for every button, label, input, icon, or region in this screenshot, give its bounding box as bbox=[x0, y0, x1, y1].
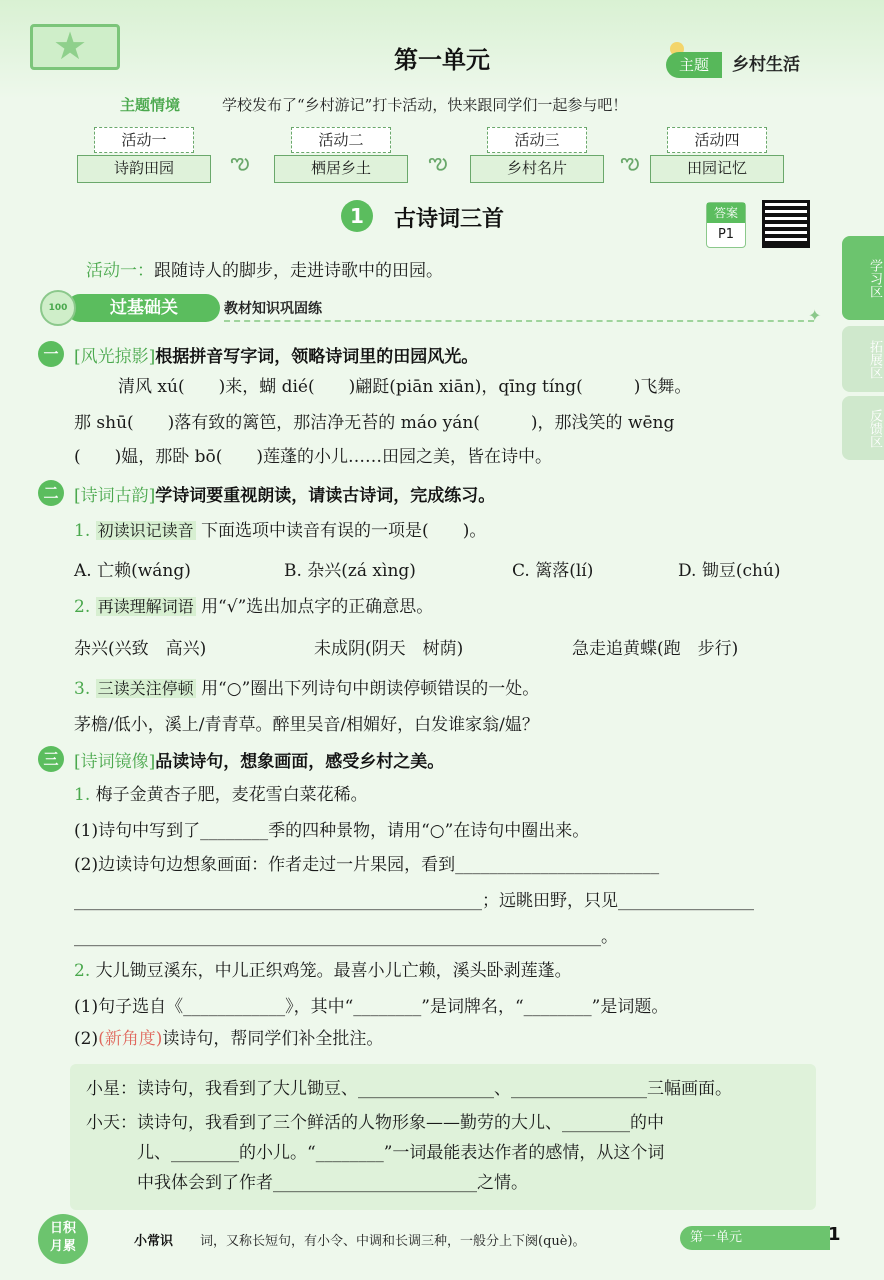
basic-title: 过基础关 bbox=[66, 294, 220, 322]
question-text: 用“√”选出加点字的正确意思。 bbox=[201, 597, 434, 617]
new-angle-tag: (新角度) bbox=[98, 1029, 163, 1049]
question-number: 1. bbox=[74, 521, 91, 541]
activity-sub: 诗韵田园 bbox=[77, 155, 211, 183]
side-tab-study[interactable]: 学习区 bbox=[842, 236, 884, 320]
section-3-icon: 三 bbox=[38, 746, 64, 772]
activity-sub: 田园记忆 bbox=[650, 155, 784, 183]
question-number: 2. bbox=[74, 961, 91, 981]
section-tag: [风光掠影] bbox=[74, 347, 156, 367]
question-number: 3. bbox=[74, 679, 91, 699]
tip-label: 小常识 bbox=[134, 1234, 174, 1249]
activity1-text: 跟随诗人的脚步，走进诗歌中的田园。 bbox=[154, 261, 443, 281]
note-line-3[interactable]: 儿、________的小儿。“________”一词最能表达作者的感情，从这个词 bbox=[86, 1143, 665, 1163]
poem-2-q2 bbox=[74, 1026, 383, 1052]
question-2-2 bbox=[74, 594, 433, 620]
activity-name: 活动二 bbox=[291, 127, 391, 153]
tip-text: 词，又称长短句，有小令、中调和长调三种，一般分上下阕(què)。 bbox=[200, 1234, 586, 1249]
pinyin-line-3: ( )媪，那卧 bō( )莲蓬的小儿……田园之美，皆在诗中。 bbox=[74, 447, 553, 467]
theme-tag: 主题 bbox=[666, 52, 722, 78]
meaning-item-3[interactable]: 急走追黄蝶(跑 步行) bbox=[572, 639, 739, 659]
side-tab-extend[interactable]: 拓展区 bbox=[842, 326, 884, 392]
lesson-number-badge: 1 bbox=[341, 200, 373, 232]
page-number: 1 bbox=[828, 1224, 841, 1245]
poem-1-q2-b[interactable]: ________________________________________________；远眺田野，只见________________ bbox=[74, 891, 754, 911]
unit-title: 第一单元 bbox=[394, 46, 490, 74]
question-tag: 三读关注停顿 bbox=[97, 679, 194, 698]
section-2-icon: 二 bbox=[38, 480, 64, 506]
star-logo-icon: ★ bbox=[52, 24, 88, 68]
activity1-intro bbox=[86, 256, 443, 281]
badge-line-2: 月累 bbox=[49, 1239, 76, 1254]
activity-card-2 bbox=[274, 127, 408, 183]
section-title: 品读诗句，想象画面，感受乡村之美。 bbox=[155, 752, 445, 772]
question-number: 1. bbox=[74, 785, 91, 805]
option-d[interactable]: D. 锄豆(chú) bbox=[678, 561, 781, 581]
activity-name: 活动四 bbox=[667, 127, 767, 153]
footer-unit: 第一单元 bbox=[680, 1226, 830, 1250]
activity-card-1 bbox=[77, 127, 211, 183]
question-2-1 bbox=[74, 518, 486, 544]
activity-card-3 bbox=[470, 127, 604, 183]
poem-2-q1[interactable]: (1)句子选自《____________》，其中“________”是词牌名，“________”是词题。 bbox=[74, 997, 669, 1017]
question-tag: 再读理解词语 bbox=[97, 597, 194, 616]
question-number: 2. bbox=[74, 597, 91, 617]
poem-text: 大儿锄豆溪东，中儿正织鸡笼。最喜小儿亡赖，溪头卧剥莲蓬。 bbox=[95, 961, 572, 981]
poem-pause-line[interactable]: 茅檐/低小，溪上/青青草。醉里吴音/相媚好，白发谁家翁/媪？ bbox=[74, 715, 539, 735]
poem-2 bbox=[74, 958, 572, 984]
activity-card-4 bbox=[650, 127, 784, 183]
question-text: 用“○”圈出下列诗句中朗读停顿错误的一处。 bbox=[201, 679, 540, 699]
theme-name: 乡村生活 bbox=[732, 55, 800, 75]
context-label: 主题情境 bbox=[120, 96, 181, 114]
daily-badge bbox=[38, 1214, 88, 1264]
question-text: 读诗句，帮同学们补全批注。 bbox=[162, 1029, 384, 1049]
cloud-swirl-icon: ఌ bbox=[428, 150, 448, 175]
basic-subtitle: 教材知识巩固练 bbox=[224, 301, 322, 317]
cloud-swirl-icon: ఌ bbox=[620, 150, 640, 175]
basic-section-bar bbox=[40, 294, 830, 325]
meaning-item-2[interactable]: 未成阴(阴天 树荫) bbox=[314, 639, 464, 659]
section-1-icon: 一 bbox=[38, 341, 64, 367]
footer bbox=[0, 1212, 884, 1280]
activity-name: 活动一 bbox=[94, 127, 194, 153]
pinyin-line-2: 那 shū( )落有致的篱笆，那洁净无苔的 máo yán( )，那浅笑的 wēng bbox=[74, 413, 675, 433]
option-c[interactable]: C. 篱落(lí) bbox=[512, 561, 594, 581]
section-title: 根据拼音写字词，领略诗词里的田园风光。 bbox=[155, 347, 479, 367]
note-line-4[interactable]: 中我体会到了作者________________________之情。 bbox=[86, 1173, 528, 1193]
section-1-heading bbox=[74, 342, 478, 367]
meaning-item-1[interactable]: 杂兴(兴致 高兴) bbox=[74, 639, 207, 659]
poem-1-q2-c[interactable]: ______________________________________________________________。 bbox=[74, 927, 618, 947]
activity1-label: 活动一： bbox=[86, 261, 154, 281]
question-prefix: (2) bbox=[74, 1029, 99, 1049]
option-b[interactable]: B. 杂兴(zá xìng) bbox=[284, 561, 416, 581]
cloud-swirl-icon: ఌ bbox=[230, 150, 250, 175]
star-icon: ✦ bbox=[808, 306, 822, 325]
note-line-1[interactable]: 小星：读诗句，我看到了大儿锄豆、________________、________________三幅画面。 bbox=[86, 1079, 732, 1099]
option-a[interactable]: A. 亡赖(wáng) bbox=[74, 561, 191, 581]
question-tag: 初读识记读音 bbox=[97, 521, 194, 540]
section-tag: [诗词古韵] bbox=[74, 486, 156, 506]
section-2-heading bbox=[74, 481, 495, 506]
mascot-badge: 100 bbox=[40, 290, 76, 326]
side-tab-feedback[interactable]: 反馈区 bbox=[842, 396, 884, 460]
question-2-3 bbox=[74, 676, 539, 702]
pinyin-line-1: 清风 xú( )来，蝴 dié( )翩跹(piān xiān)，qīng tíng( )飞舞。 bbox=[118, 377, 692, 397]
activity-sub: 乡村名片 bbox=[470, 155, 604, 183]
question-text: 下面选项中读音有误的一项是( )。 bbox=[201, 521, 487, 541]
lesson-title: 古诗词三首 bbox=[394, 207, 505, 232]
context-text: 学校发布了“乡村游记”打卡活动，快来跟同学们一起参与吧！ bbox=[222, 96, 628, 114]
badge-line-1: 日积 bbox=[49, 1221, 76, 1236]
dashed-divider bbox=[224, 320, 814, 322]
section-tag: [诗词镜像] bbox=[74, 752, 156, 772]
section-3-heading bbox=[74, 747, 444, 772]
poem-text: 梅子金黄杏子肥，麦花雪白菜花稀。 bbox=[95, 785, 368, 805]
poem-1-q1[interactable]: (1)诗句中写到了________季的四种景物，请用“○”在诗句中圈出来。 bbox=[74, 821, 590, 841]
section-title: 学诗词要重视朗读，请读古诗词，完成练习。 bbox=[155, 486, 496, 506]
note-line-2[interactable]: 小天：读诗句，我看到了三个鲜活的人物形象——勤劳的大儿、________的中 bbox=[86, 1113, 664, 1133]
activity-sub: 栖居乡土 bbox=[274, 155, 408, 183]
poem-1-q2-a[interactable]: (2)边读诗句边想象画面：作者走过一片果园，看到________________________ bbox=[74, 855, 660, 875]
answer-box bbox=[706, 202, 746, 248]
qr-code-icon[interactable] bbox=[762, 200, 810, 248]
activity-name: 活动三 bbox=[487, 127, 587, 153]
answer-label: 答案 bbox=[707, 203, 745, 223]
answer-page: P1 bbox=[717, 227, 735, 242]
poem-1 bbox=[74, 782, 368, 808]
